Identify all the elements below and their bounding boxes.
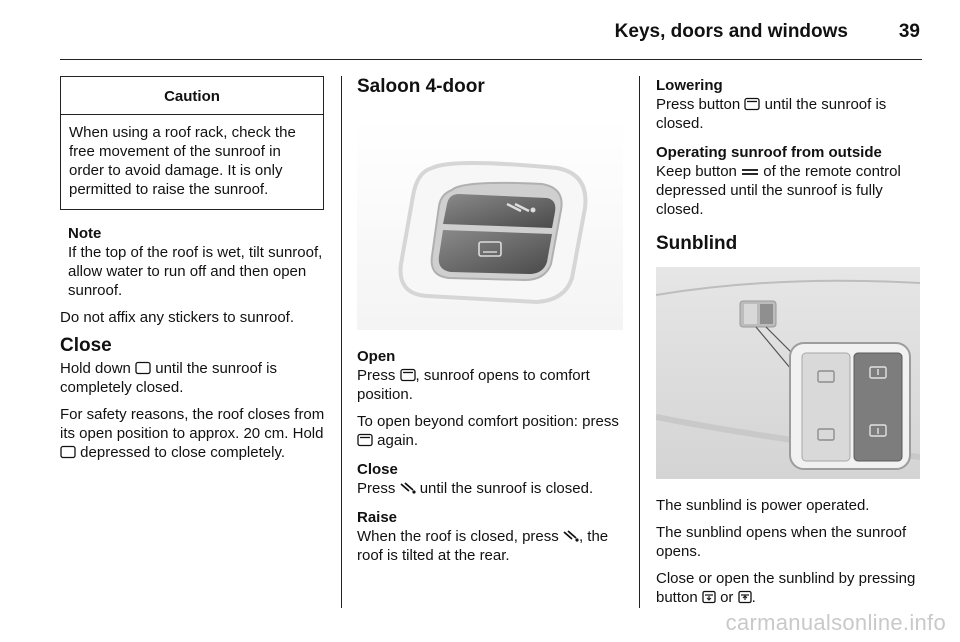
sunblind-text-b: The sunblind opens when the sunroof opens. [656,524,907,560]
caution-box [60,76,324,210]
sunroof-switch-illustration [357,118,623,330]
column-1 [60,76,326,470]
sunblind-heading: Sunblind [656,233,738,254]
watermark: carmanualsonline.info [725,610,946,635]
sunroof-open-icon [744,97,760,111]
sunroof-tilt-icon [400,481,416,495]
header-divider [60,59,922,60]
note-label: Note [68,225,102,242]
column-divider-1 [341,76,342,608]
column-3 [656,76,924,615]
close-tilt-instruction: Press until the sunroof is closed. [357,480,594,497]
outside-heading: Operating sunroof from outside [656,144,882,161]
page-number: 39 [898,21,920,42]
header-title: Keys, doors and windows [614,21,848,42]
sunblind-close-icon [702,590,716,604]
sunblind-text-a: The sunblind is power operated. [656,497,870,514]
close-heading: Close [60,335,112,356]
page-header [0,0,960,60]
open-beyond-instruction: To open beyond comfort position: press again. [357,413,619,449]
caution-heading: Caution [61,77,323,115]
remote-lock-icon [741,166,759,178]
sunroof-open-icon [400,368,416,382]
column-divider-2 [639,76,640,608]
close-instruction: Hold down until the sunroof is completely closed. [60,360,277,396]
sunblind-switch-illustration [656,267,920,479]
caution-text: When using a roof rack, check the free movement of the sunroof in order to avoid damage. It is only permitted to raise the sunroof. [69,124,296,198]
sunroof-close-icon [60,445,76,459]
note-text: If the top of the roof is wet, tilt sunroof, allow water to run off and then open sunroof. [68,244,323,299]
close-heading-2: Close [357,461,398,478]
column-2 [357,76,625,573]
sunblind-instruction: Close or open the sunblind by pressing button or . [656,570,916,606]
close-safety-text: For safety reasons, the roof closes from its open position to approx. 20 cm. Hold depressed to close completely. [60,406,325,461]
note [68,224,326,300]
lowering-heading: Lowering [656,77,723,94]
sunroof-close-icon [135,361,151,375]
lowering-instruction: Press button until the sunroof is closed. [656,96,887,132]
raise-instruction: When the roof is closed, press , the roof is tilted at the rear. [357,528,609,564]
sunblind-open-icon [738,590,752,604]
open-instruction: Press , sunroof opens to comfort position. [357,367,590,403]
outside-instruction: Keep button of the remote control depressed until the sunroof is fully closed. [656,163,901,218]
stickers-text: Do not affix any stickers to sunroof. [60,309,295,326]
sunroof-tilt-icon [563,529,579,543]
open-heading: Open [357,348,396,365]
sunroof-open-icon [357,433,373,447]
raise-heading: Raise [357,509,398,526]
saloon-heading: Saloon 4-door [357,76,485,97]
